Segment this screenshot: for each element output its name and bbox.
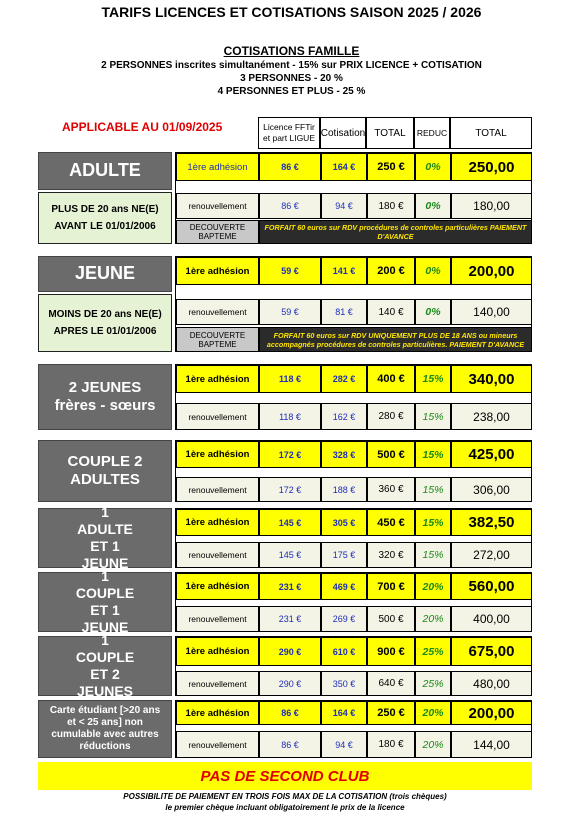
final-total-value: 238,00 (451, 403, 532, 430)
reduc-value: 0% (415, 193, 451, 219)
decouverte-label: DECOUVERTE BAPTEME (176, 220, 259, 244)
reduc-value: 20% (415, 701, 451, 725)
reduc-value: 0% (415, 299, 451, 325)
licence-value: 172 € (259, 441, 321, 468)
header-reduc: REDUC (414, 117, 450, 149)
total-value: 320 € (367, 542, 415, 568)
row-label: renouvellement (176, 403, 259, 430)
row-label: renouvellement (176, 542, 259, 568)
row-label: 1ère adhésion (176, 573, 259, 600)
licence-value: 86 € (259, 193, 321, 219)
group-adulte-jeune-frame (175, 508, 532, 568)
total-value: 180 € (367, 193, 415, 219)
licence-value: 86 € (259, 701, 321, 725)
final-total-value: 250,00 (451, 153, 532, 181)
cotisation-value: 328 € (321, 441, 367, 468)
licence-value: 86 € (259, 153, 321, 181)
final-total-value: 675,00 (451, 637, 532, 666)
famille-line: 3 PERSONNES - 20 % (240, 73, 343, 84)
famille-line: 2 PERSONNES inscrites simultanément - 15% sur PRIX LICENCE + COTISATION (101, 60, 482, 71)
row-label: 1ère adhésion (176, 509, 259, 536)
category-2-jeunes: 2 JEUNES frères - sœurs (38, 364, 172, 430)
reduc-value: 15% (415, 365, 451, 393)
licence-value: 290 € (259, 637, 321, 666)
group-couple-frame (175, 440, 532, 502)
decouverte-forfait: FORFAIT 60 euros sur RDV UNIQUEMENT PLUS DE 18 ANS ou mineurs accompagnés procédures de controles particulières. PAIEMENT D'AVANCE (259, 327, 532, 352)
cotisation-value: 269 € (321, 606, 367, 632)
row-label: renouvellement (176, 193, 259, 219)
group-couple-jeune-frame (175, 572, 532, 632)
row-label: renouvellement (176, 477, 259, 502)
category-couple: COUPLE 2 ADULTES (38, 440, 172, 502)
cotisation-value: 81 € (321, 299, 367, 325)
category-adulte-jeune: 1 ADULTE ET 1 JEUNE (38, 508, 172, 568)
decouverte-label: DECOUVERTE BAPTEME (176, 327, 259, 352)
final-total-value: 306,00 (451, 477, 532, 502)
row-label: 1ère adhésion (176, 701, 259, 725)
final-total-value: 144,00 (451, 731, 532, 758)
final-total-value: 340,00 (451, 365, 532, 393)
cotisation-value: 350 € (321, 671, 367, 696)
final-total-value: 180,00 (451, 193, 532, 219)
famille-line: 4 PERSONNES ET PLUS - 25 % (217, 86, 366, 97)
final-total-value: 400,00 (451, 606, 532, 632)
total-value: 640 € (367, 671, 415, 696)
reduc-value: 15% (415, 477, 451, 502)
cotisation-value: 610 € (321, 637, 367, 666)
final-total-value: 200,00 (451, 701, 532, 725)
page-title: TARIFS LICENCES ET COTISATIONS SAISON 2025 / 2026 (101, 4, 482, 20)
reduc-value: 25% (415, 671, 451, 696)
cotisation-value: 164 € (321, 153, 367, 181)
cotisation-value: 94 € (321, 731, 367, 758)
licence-value: 59 € (259, 299, 321, 325)
row-label: 1ère adhésion (176, 257, 259, 285)
reduc-value: 20% (415, 731, 451, 758)
total-value: 500 € (367, 606, 415, 632)
applicable-date: APPLICABLE AU 01/09/2025 (62, 120, 223, 134)
payment-note-line-1: POSSIBILITE DE PAIEMENT EN TROIS FOIS MAX DE LA COTISATION (trois chèques) (123, 792, 447, 801)
total-value: 400 € (367, 365, 415, 393)
final-total-value: 140,00 (451, 299, 532, 325)
row-label: 1ère adhésion (176, 365, 259, 393)
header-total: TOTAL (366, 117, 414, 149)
licence-value: 145 € (259, 542, 321, 568)
reduc-value: 0% (415, 257, 451, 285)
cotisation-value: 188 € (321, 477, 367, 502)
category-carte-etudiant: Carte étudiant [>20 ans et < 25 ans] non cumulable avec autres réductions (38, 700, 172, 758)
final-total-value: 200,00 (451, 257, 532, 285)
group-couple-2-jeunes-frame (175, 636, 532, 696)
category-jeune-conditions: MOINS DE 20 ans NE(E) APRES LE 01/01/2006 (38, 294, 172, 352)
cotisation-value: 305 € (321, 509, 367, 536)
final-total-value: 425,00 (451, 441, 532, 468)
row-label: 1ère adhésion (176, 637, 259, 666)
licence-value: 59 € (259, 257, 321, 285)
reduc-value: 15% (415, 403, 451, 430)
no-second-club-banner: PAS DE SECOND CLUB (38, 762, 532, 790)
licence-value: 231 € (259, 573, 321, 600)
licence-value: 86 € (259, 731, 321, 758)
licence-value: 231 € (259, 606, 321, 632)
row-label: renouvellement (176, 671, 259, 696)
licence-value: 290 € (259, 671, 321, 696)
cotisation-value: 164 € (321, 701, 367, 725)
total-value: 700 € (367, 573, 415, 600)
total-value: 140 € (367, 299, 415, 325)
payment-note-line-2: le premier chèque incluant obligatoirement le prix de la licence (165, 803, 405, 812)
group-etudiant-frame (175, 700, 532, 758)
group-2-jeunes-frame (175, 364, 532, 430)
category-adulte-conditions: PLUS DE 20 ans NE(E) AVANT LE 01/01/2006 (38, 192, 172, 244)
total-value: 900 € (367, 637, 415, 666)
final-total-value: 480,00 (451, 671, 532, 696)
reduc-value: 20% (415, 606, 451, 632)
famille-title: COTISATIONS FAMILLE (223, 44, 360, 58)
category-adulte: ADULTE (38, 152, 172, 190)
total-value: 250 € (367, 701, 415, 725)
row-label: renouvellement (176, 731, 259, 758)
header-cotisation: Cotisation (320, 117, 366, 149)
cotisation-value: 94 € (321, 193, 367, 219)
reduc-value: 15% (415, 542, 451, 568)
category-couple-jeune: 1 COUPLE ET 1 JEUNE (38, 572, 172, 632)
reduc-value: 25% (415, 637, 451, 666)
reduc-value: 15% (415, 509, 451, 536)
row-label: renouvellement (176, 606, 259, 632)
reduc-value: 20% (415, 573, 451, 600)
reduc-value: 15% (415, 441, 451, 468)
licence-value: 118 € (259, 365, 321, 393)
row-label: renouvellement (176, 299, 259, 325)
total-value: 180 € (367, 731, 415, 758)
cotisation-value: 141 € (321, 257, 367, 285)
total-value: 450 € (367, 509, 415, 536)
group-jeune-frame (175, 256, 532, 352)
total-value: 360 € (367, 477, 415, 502)
total-value: 200 € (367, 257, 415, 285)
cotisation-value: 162 € (321, 403, 367, 430)
reduc-value: 0% (415, 153, 451, 181)
total-value: 280 € (367, 403, 415, 430)
total-value: 500 € (367, 441, 415, 468)
cotisation-value: 282 € (321, 365, 367, 393)
row-label: 1ère adhésion (176, 153, 259, 181)
header-total-final: TOTAL (450, 117, 532, 149)
row-label: 1ère adhésion (176, 441, 259, 468)
final-total-value: 272,00 (451, 542, 532, 568)
licence-value: 145 € (259, 509, 321, 536)
licence-value: 172 € (259, 477, 321, 502)
total-value: 250 € (367, 153, 415, 181)
cotisation-value: 469 € (321, 573, 367, 600)
final-total-value: 560,00 (451, 573, 532, 600)
group-adulte-frame (175, 152, 532, 244)
final-total-value: 382,50 (451, 509, 532, 536)
category-couple-2-jeunes: 1 COUPLE ET 2 JEUNES (38, 636, 172, 696)
decouverte-forfait: FORFAIT 60 euros sur RDV procédures de controles particulières PAIEMENT D'AVANCE (259, 220, 532, 244)
header-licence: Licence FFTir et part LIGUE (258, 117, 320, 149)
licence-value: 118 € (259, 403, 321, 430)
category-jeune: JEUNE (38, 256, 172, 292)
cotisation-value: 175 € (321, 542, 367, 568)
